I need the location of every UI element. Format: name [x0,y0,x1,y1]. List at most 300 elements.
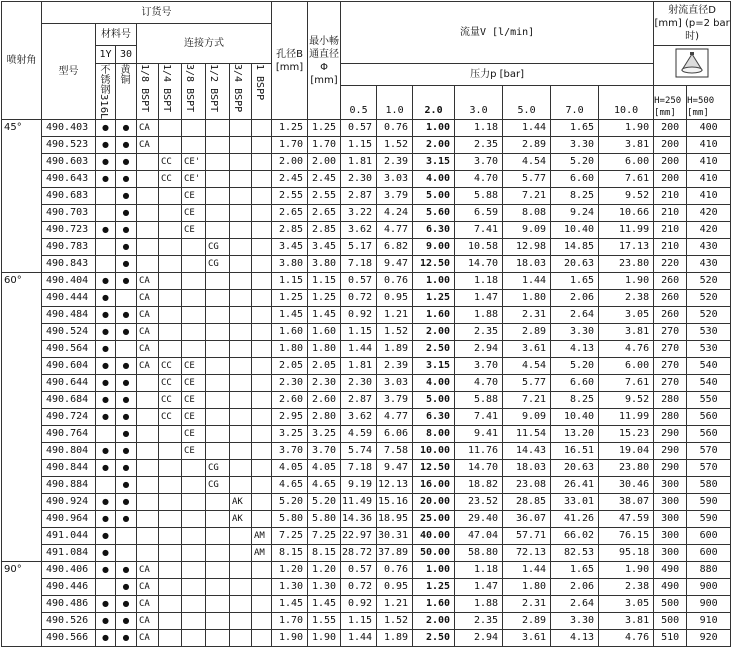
flow-cell: 2.50 [413,341,455,358]
connection-cell: CE [182,358,206,375]
conn-1-2-bspt: 1/2 BSPT [206,64,230,120]
min-passage-cell: 2.05 [308,358,341,375]
connection-cell [182,545,206,562]
flow-cell: 3.05 [599,307,654,324]
connection-cell [159,562,182,579]
jet-h500-cell: 410 [687,188,731,205]
flow-cell: 7.21 [503,392,551,409]
flow-cell: 3.30 [551,137,599,154]
flow-cell: 47.04 [455,528,503,545]
material-1y-cell: ● [96,596,116,613]
connection-cell [230,409,252,426]
min-passage-cell: 1.90 [308,630,341,647]
bore-cell: 8.15 [272,545,308,562]
connection-header: 连接方式 [137,24,272,64]
material-30-cell: ● [116,137,137,154]
bore-cell: 4.05 [272,460,308,477]
table-row [2,613,731,630]
flow-cell: 1.44 [503,562,551,579]
jet-h500-cell: 530 [687,324,731,341]
material-30-cell: ● [116,562,137,579]
connection-cell [159,256,182,273]
connection-cell [206,579,230,596]
flow-cell: 58.80 [455,545,503,562]
connection-cell [230,630,252,647]
flow-cell: 6.30 [413,222,455,239]
table-row [2,358,731,375]
connection-cell: CG [206,460,230,477]
bore-cell: 7.25 [272,528,308,545]
bore-cell: 4.65 [272,477,308,494]
connection-cell [252,256,272,273]
flow-cell: 1.15 [341,613,377,630]
material-1y-cell [96,205,116,222]
connection-cell: CA [137,273,159,290]
table-row [2,307,731,324]
material-1y-cell [96,256,116,273]
connection-cell [159,273,182,290]
connection-cell: CE [182,188,206,205]
material-30-cell: ● [116,307,137,324]
connection-cell [206,409,230,426]
flow-cell: 1.89 [377,341,413,358]
connection-cell [252,494,272,511]
connection-cell [252,630,272,647]
connection-cell [137,528,159,545]
material-30-cell: ● [116,120,137,137]
connection-cell [230,477,252,494]
flow-cell: 6.59 [455,205,503,222]
jet-h500-cell: 880 [687,562,731,579]
connection-cell: CG [206,477,230,494]
connection-cell [230,222,252,239]
flow-cell: 0.57 [341,273,377,290]
flow-cell: 2.35 [455,137,503,154]
table-row [2,256,731,273]
flow-cell: 4.59 [341,426,377,443]
flow-cell: 22.97 [341,528,377,545]
min-passage-cell: 4.05 [308,460,341,477]
connection-cell [206,562,230,579]
connection-cell: CE [182,222,206,239]
jet-diameter-header: 射流直径D [mm] (p=2 bar时) [654,2,731,46]
connection-cell [206,137,230,154]
flow-cell: 11.49 [341,494,377,511]
conn-1-4-bspt: 1/4 BSPT [159,64,182,120]
flow-cell: 12.13 [377,477,413,494]
material-30-cell: ● [116,273,137,290]
connection-cell: CC [159,358,182,375]
connection-cell: CA [137,120,159,137]
flow-cell: 1.44 [503,273,551,290]
flow-cell: 1.18 [455,273,503,290]
flow-cell: 6.60 [551,375,599,392]
flow-cell: 9.41 [455,426,503,443]
jet-h250-cell: 200 [654,120,687,137]
model-cell: 490.566 [42,630,96,647]
flow-cell: 0.72 [341,579,377,596]
table-row [2,596,731,613]
flow-cell: 4.70 [455,171,503,188]
model-cell: 490.764 [42,426,96,443]
connection-cell [230,239,252,256]
connection-cell [206,120,230,137]
connection-cell: CA [137,358,159,375]
connection-cell: CE' [182,171,206,188]
min-passage-cell: 2.00 [308,154,341,171]
flow-cell: 5.20 [551,154,599,171]
jet-h250-cell: 210 [654,205,687,222]
flow-cell: 2.00 [413,137,455,154]
pressure-header: 压力p [bar] [341,64,654,86]
bore-cell: 3.80 [272,256,308,273]
flow-cell: 2.64 [551,596,599,613]
flow-cell: 11.99 [599,409,654,426]
connection-cell [159,222,182,239]
connection-cell [182,613,206,630]
table-row [2,528,731,545]
flow-cell: 18.03 [503,460,551,477]
flow-cell: 5.88 [455,188,503,205]
table-row [2,579,731,596]
pressure-0-5: 0.5 [341,86,377,120]
flow-cell: 0.72 [341,290,377,307]
table-row [2,341,731,358]
bore-cell: 1.25 [272,290,308,307]
flow-cell: 2.94 [455,630,503,647]
material-1y-cell: ● [96,562,116,579]
bore-cell: 1.25 [272,120,308,137]
flow-cell: 6.00 [599,358,654,375]
flow-cell: 0.76 [377,562,413,579]
flow-cell: 9.00 [413,239,455,256]
flow-header [341,2,654,64]
min-passage-cell: 3.80 [308,256,341,273]
table-row [2,426,731,443]
flow-cell: 6.30 [413,409,455,426]
flow-cell: 95.18 [599,545,654,562]
min-passage-cell: 1.45 [308,307,341,324]
bore-cell: 2.00 [272,154,308,171]
jet-h500-cell: 410 [687,171,731,188]
flow-cell: 5.88 [455,392,503,409]
jet-h250-cell: 300 [654,477,687,494]
connection-cell [159,307,182,324]
min-passage-cell: 3.70 [308,443,341,460]
jet-h250-cell: 220 [654,256,687,273]
model-cell: 490.603 [42,154,96,171]
bore-cell: 1.70 [272,137,308,154]
connection-cell [159,290,182,307]
flow-cell: 37.89 [377,545,413,562]
flow-cell: 7.41 [455,222,503,239]
material-1y-cell: ● [96,324,116,341]
connection-cell [182,630,206,647]
flow-cell: 14.70 [455,256,503,273]
connection-cell [137,443,159,460]
jet-h500-cell: 560 [687,426,731,443]
material-1y-cell: ● [96,511,116,528]
model-cell: 490.843 [42,256,96,273]
flow-cell: 2.50 [413,630,455,647]
material-30-cell [116,341,137,358]
bore-header: 孔径B [mm] [272,2,308,120]
flow-cell: 16.51 [551,443,599,460]
connection-cell [252,562,272,579]
flow-cell: 20.00 [413,494,455,511]
connection-cell [182,307,206,324]
table-row [2,222,731,239]
flow-cell: 7.21 [503,188,551,205]
pressure-7-0: 7.0 [551,86,599,120]
connection-cell [252,188,272,205]
connection-cell [230,392,252,409]
model-cell: 490.524 [42,324,96,341]
conn-1-bspp: 1 BSPP [252,64,272,120]
min-passage-cell: 1.55 [308,613,341,630]
flow-cell: 15.16 [377,494,413,511]
jet-h500-cell: 570 [687,443,731,460]
connection-cell: CE' [182,154,206,171]
connection-cell [137,171,159,188]
flow-cell: 23.80 [599,256,654,273]
h500-header: H=500 [mm] [687,86,731,120]
material-30-cell: ● [116,324,137,341]
material-30-cell: ● [116,511,137,528]
model-cell: 490.526 [42,613,96,630]
flow-cell: 1.44 [341,630,377,647]
flow-cell: 1.25 [413,579,455,596]
connection-cell [252,290,272,307]
connection-cell [252,137,272,154]
connection-cell: CC [159,171,182,188]
jet-h250-cell: 210 [654,222,687,239]
flow-cell: 20.63 [551,460,599,477]
flow-cell: 5.60 [413,205,455,222]
connection-cell [206,290,230,307]
connection-cell [252,171,272,188]
min-passage-cell: 1.60 [308,324,341,341]
flow-cell: 4.77 [377,222,413,239]
min-passage-cell: 3.45 [308,239,341,256]
flow-cell: 5.00 [413,392,455,409]
material-1y-cell [96,426,116,443]
min-passage-cell: 3.25 [308,426,341,443]
min-passage-cell: 2.60 [308,392,341,409]
connection-cell [230,256,252,273]
bore-cell: 2.95 [272,409,308,426]
table-row [2,630,731,647]
jet-h500-cell: 580 [687,477,731,494]
material-30-cell: ● [116,171,137,188]
flow-cell: 2.89 [503,613,551,630]
flow-cell: 17.13 [599,239,654,256]
connection-cell [182,239,206,256]
spray-angle-cell: 60° [2,273,42,562]
connection-cell [252,392,272,409]
jet-h250-cell: 300 [654,528,687,545]
material-1y-cell: ● [96,307,116,324]
flow-cell: 0.76 [377,273,413,290]
flow-cell: 2.39 [377,154,413,171]
bore-cell: 1.15 [272,273,308,290]
jet-h500-cell: 520 [687,290,731,307]
connection-cell [206,443,230,460]
flow-cell: 12.50 [413,256,455,273]
material-30-cell: ● [116,579,137,596]
material-30-cell: ● [116,596,137,613]
flow-cell: 2.38 [599,290,654,307]
flow-cell: 6.00 [599,154,654,171]
flow-cell: 3.70 [455,358,503,375]
flow-cell: 14.85 [551,239,599,256]
jet-h500-cell: 520 [687,307,731,324]
material-1y-cell: ● [96,528,116,545]
connection-cell [206,545,230,562]
flow-cell: 1.25 [413,290,455,307]
flow-cell: 4.00 [413,171,455,188]
connection-cell [206,222,230,239]
connection-cell [230,324,252,341]
connection-cell [137,375,159,392]
connection-cell [230,613,252,630]
flow-cell: 9.09 [503,409,551,426]
model-cell: 490.523 [42,137,96,154]
flow-cell: 3.61 [503,630,551,647]
min-passage-header: 最小畅通直径Φ [mm] [308,2,341,120]
connection-cell [206,273,230,290]
flow-cell: 1.65 [551,562,599,579]
connection-cell [137,188,159,205]
jet-h500-cell: 400 [687,120,731,137]
connection-cell: CG [206,256,230,273]
material-1y-cell: ● [96,137,116,154]
min-passage-cell: 8.15 [308,545,341,562]
model-cell: 490.403 [42,120,96,137]
flow-label: 流量V [l/min] [459,27,535,38]
flow-cell: 1.65 [551,120,599,137]
connection-cell [252,579,272,596]
material-30-cell: ● [116,613,137,630]
flow-cell: 3.62 [341,222,377,239]
flow-cell: 26.41 [551,477,599,494]
connection-cell [137,426,159,443]
connection-cell [230,528,252,545]
model-cell: 491.044 [42,528,96,545]
connection-cell [230,137,252,154]
model-cell: 490.783 [42,239,96,256]
connection-cell [252,239,272,256]
model-cell: 490.644 [42,375,96,392]
spray-angle-cell: 45° [2,120,42,273]
jet-h500-cell: 410 [687,137,731,154]
material-1y-cell: ● [96,494,116,511]
flow-cell: 1.21 [377,596,413,613]
flow-cell: 14.70 [455,460,503,477]
material-1y-cell: ● [96,409,116,426]
material-1y-cell [96,239,116,256]
jet-h250-cell: 290 [654,460,687,477]
flow-cell: 4.76 [599,341,654,358]
jet-h500-cell: 900 [687,579,731,596]
jet-h250-cell: 280 [654,392,687,409]
connection-cell: CA [137,290,159,307]
model-cell: 490.724 [42,409,96,426]
flow-cell: 2.00 [413,324,455,341]
table-row [2,273,731,290]
flow-cell: 14.36 [341,511,377,528]
flow-cell: 13.20 [551,426,599,443]
connection-cell: CA [137,341,159,358]
flow-cell: 18.82 [455,477,503,494]
model-cell: 490.684 [42,392,96,409]
flow-cell: 0.57 [341,562,377,579]
connection-cell: CA [137,579,159,596]
connection-cell [230,171,252,188]
flow-cell: 72.13 [503,545,551,562]
conn-3-4-bspp: 3/4 BSPP [230,64,252,120]
connection-cell [230,120,252,137]
flow-cell: 5.20 [551,358,599,375]
table-row [2,511,731,528]
flow-cell: 1.89 [377,630,413,647]
flow-cell: 1.52 [377,137,413,154]
connection-cell: CE [182,426,206,443]
flow-cell: 57.71 [503,528,551,545]
connection-cell [252,375,272,392]
bore-cell: 1.45 [272,307,308,324]
material-1y-cell: ● [96,290,116,307]
model-cell: 490.444 [42,290,96,307]
flow-cell: 3.22 [341,205,377,222]
material-30-cell: ● [116,494,137,511]
connection-cell [252,443,272,460]
flow-cell: 4.54 [503,358,551,375]
flow-cell: 3.15 [413,154,455,171]
jet-h250-cell: 290 [654,426,687,443]
connection-cell [252,307,272,324]
flow-cell: 12.50 [413,460,455,477]
flow-cell: 10.40 [551,222,599,239]
model-cell: 490.604 [42,358,96,375]
material-30-cell: ● [116,205,137,222]
connection-cell: CA [137,307,159,324]
table-row [2,409,731,426]
material-1y-cell [96,477,116,494]
bore-cell: 5.80 [272,511,308,528]
flow-cell: 28.72 [341,545,377,562]
flow-cell: 18.03 [503,256,551,273]
material-30-cell: ● [116,188,137,205]
connection-cell [252,596,272,613]
order-no-header: 订货号 [42,2,272,24]
flow-cell: 2.31 [503,307,551,324]
connection-cell [159,630,182,647]
bore-cell: 1.90 [272,630,308,647]
connection-cell [230,375,252,392]
spray-angle-cell: 90° [2,562,42,647]
flow-cell: 0.92 [341,307,377,324]
connection-cell [206,630,230,647]
flow-cell: 3.15 [413,358,455,375]
model-cell: 490.924 [42,494,96,511]
connection-cell: CA [137,137,159,154]
connection-cell [159,545,182,562]
connection-cell [230,460,252,477]
table-row [2,392,731,409]
flow-cell: 2.06 [551,290,599,307]
bore-cell: 3.45 [272,239,308,256]
